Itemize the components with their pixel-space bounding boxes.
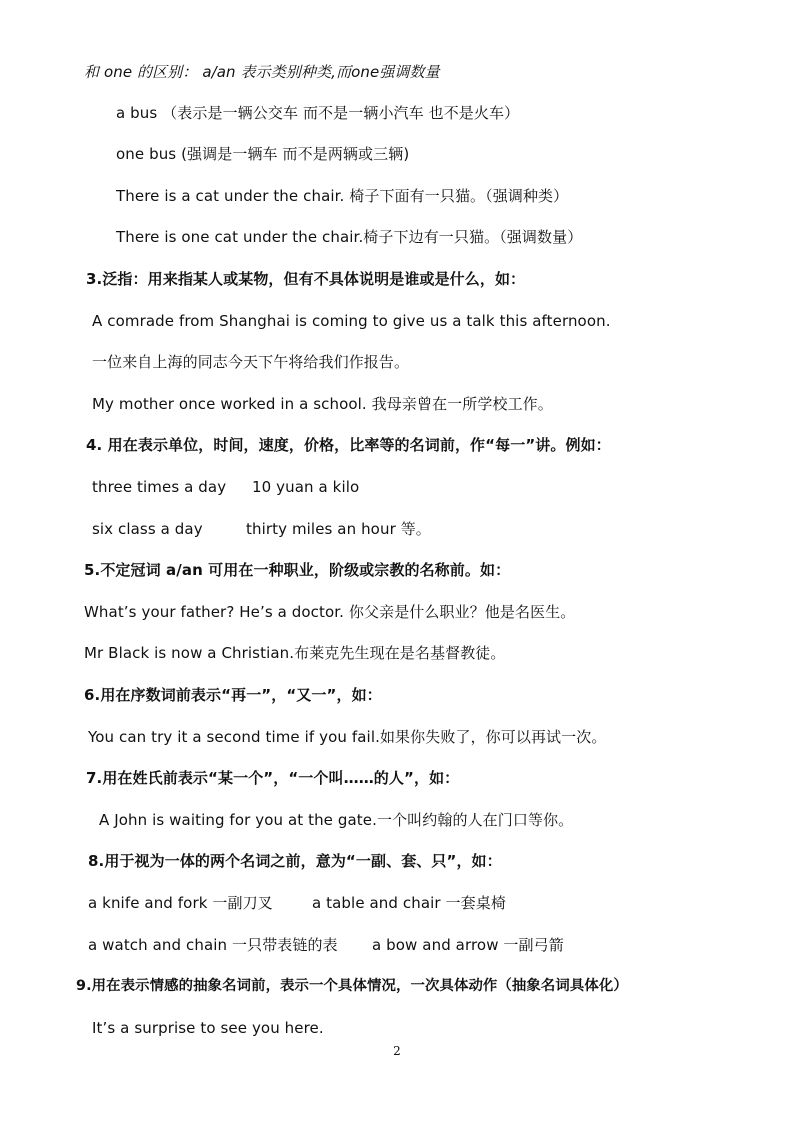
section-8-example-3: a watch and chain 一只带表链的表 <box>88 936 338 954</box>
page-number: 2 <box>393 1044 401 1058</box>
intro-line-2: one bus (强调是一辆车 而不是两辆或三辆) <box>116 145 410 163</box>
section-7-heading: 7.用在姓氏前表示“某一个”，“一个叫……的人”，如： <box>86 769 460 787</box>
section-6-heading: 6.用在序数词前表示“再一”，“又一”，如： <box>84 686 382 704</box>
section-4-example-1: three times a day <box>92 478 227 496</box>
intro-heading: 和 one 的区别： a/an 表示类别种类,而one强调数量 <box>84 63 440 81</box>
section-4-heading: 4. 用在表示单位，时间，速度，价格，比率等的名词前，作“每一”讲。例如： <box>86 436 611 454</box>
section-8-example-2: a table and chair 一套桌椅 <box>312 894 506 912</box>
section-6-example-1: You can try it a second time if you fail.如果你失败了，你可以再试一次。 <box>88 728 607 746</box>
section-3-example-2: 一位来自上海的同志今天下午将给我们作报告。 <box>92 353 410 371</box>
section-7-example-1: A John is waiting for you at the gate.一个叫约翰的人在门口等你。 <box>99 811 574 829</box>
section-4-example-4: thirty miles an hour 等。 <box>246 520 431 538</box>
section-3-heading: 3.泛指：用来指某人或某物，但有不具体说明是谁或是什么，如： <box>86 270 526 288</box>
section-4-example-3: six class a day <box>92 520 203 538</box>
section-5-heading: 5.不定冠词 a/an 可用在一种职业，阶级或宗教的名称前。如： <box>84 561 511 579</box>
section-5-example-2: Mr Black is now a Christian.布莱克先生现在是名基督教徒。 <box>84 644 506 662</box>
section-9-example-1: It’s a surprise to see you here. <box>92 1019 324 1037</box>
section-8-heading: 8.用于视为一体的两个名词之前，意为“一副、套、只”，如： <box>88 852 502 870</box>
section-8-example-4: a bow and arrow 一副弓箭 <box>372 936 564 954</box>
section-8-example-1: a knife and fork 一副刀叉 <box>88 894 273 912</box>
section-5-example-1: What’s your father? He’s a doctor. 你父亲是什么职业？他是名医生。 <box>84 603 576 621</box>
section-4-example-2: 10 yuan a kilo <box>252 478 360 496</box>
section-3-example-3: My mother once worked in a school. 我母亲曾在一所学校工作。 <box>92 395 553 413</box>
section-9-heading: 9.用在表示情感的抽象名词前，表示一个具体情况，一次具体动作（抽象名词具体化） <box>76 978 628 994</box>
intro-line-4: There is one cat under the chair.椅子下边有一只猫。（强调数量） <box>116 228 583 246</box>
intro-line-3: There is a cat under the chair. 椅子下面有一只猫。（强调种类） <box>116 187 569 205</box>
intro-line-1: a bus （表示是一辆公交车 而不是一辆小汽车 也不是火车） <box>116 104 520 122</box>
section-3-example-1: A comrade from Shanghai is coming to give us a talk this afternoon. <box>92 312 611 330</box>
